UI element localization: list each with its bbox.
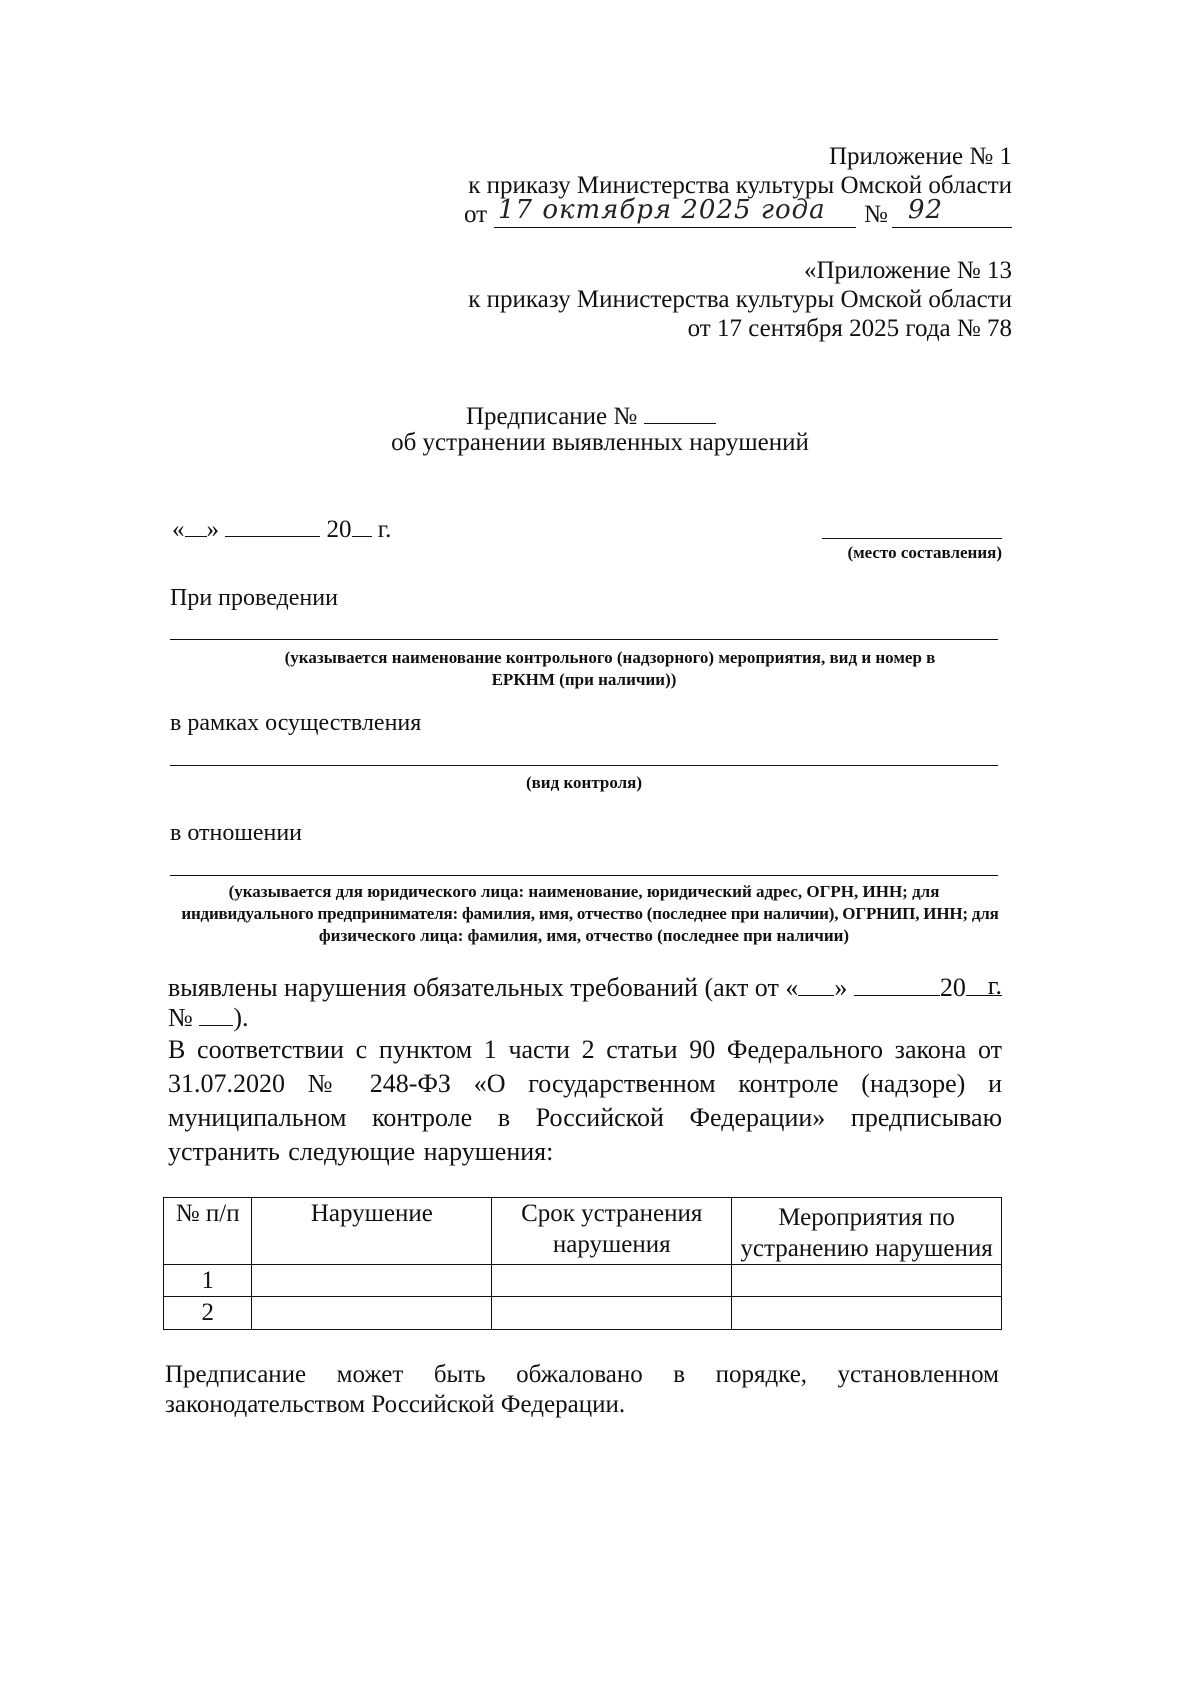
handwritten-date: 17 октября 2025 года [498, 195, 826, 225]
appendix13-date-line: от 17 сентября 2025 года № 78 [687, 315, 1012, 342]
day-blank [185, 510, 207, 537]
prescription-number-blank [644, 397, 716, 424]
date-underline [494, 227, 856, 228]
row-1-deadline [492, 1265, 732, 1297]
regarding-caption-1: (указывается для юридического лица: наименование, юридический адрес, ОГРН, ИНН; для [228, 882, 940, 901]
header-number: № п/п [164, 1198, 252, 1265]
conducting-label: При проведении [170, 585, 338, 611]
row-2-measures [732, 1297, 1002, 1330]
place-caption: (место составления) [847, 543, 1002, 562]
violations-line1 [168, 969, 1002, 1003]
row-2-deadline [492, 1297, 732, 1330]
violations-act-text: выявлены нарушения обязательных требований (акт от « [168, 973, 799, 1002]
handwritten-number: 92 [908, 195, 944, 225]
legal-basis-paragraph: В соответствии с пунктом 1 части 2 статьи 90 Федерального закона от 31.07.2020 № 248-ФЗ «О государственном контроле (надзоре) и муниципальном контроле в Российской Федерации» предписываю устранить следующие нарушения: [168, 1035, 1002, 1166]
appendix1-title: Приложение № 1 [828, 143, 1012, 170]
from-prefix: от [464, 201, 488, 228]
appendix13-title: «Приложение № 13 [803, 257, 1012, 284]
header-measures: Мероприятия по устранению нарушения [732, 1198, 1002, 1265]
act-number-sign: № [168, 1003, 193, 1032]
conducting-caption-2: ЕРКНМ (при наличии)) [491, 670, 677, 689]
row-2-number: 2 [164, 1297, 252, 1330]
header-deadline: Срок устранения нарушения [492, 1198, 732, 1265]
year-blank [352, 510, 372, 537]
table-row [164, 1265, 1002, 1297]
row-1-measures [732, 1265, 1002, 1297]
regarding-line [170, 875, 998, 876]
within-caption: (вид контроля) [525, 773, 643, 792]
regarding-label: в отношении [170, 820, 303, 846]
appendix1-order-line: к приказу Министерства культуры Омской области [468, 172, 1012, 199]
prescription-title-text: Предписание № [466, 403, 638, 430]
appendix1-date-line [464, 195, 1014, 231]
act-month-blank [854, 969, 940, 996]
number-underline [892, 227, 1012, 228]
within-label: в рамках осуществления [170, 710, 422, 736]
year-prefix: 20 [326, 516, 352, 543]
conducting-line [170, 639, 998, 640]
place-line [822, 538, 1002, 539]
act-number-blank [199, 999, 233, 1026]
appeal-paragraph: Предписание может быть обжаловано в порядке, установленном законодательством Российской Федерации. [165, 1361, 999, 1418]
row-1-violation [252, 1265, 492, 1297]
quote-open: « [172, 516, 185, 543]
conducting-caption-1: (указывается наименование контрольного (надзорного) мероприятия, вид и номер в [284, 648, 936, 667]
quote-close: » [206, 516, 219, 543]
appendix13-order-line: к приказу Министерства культуры Омской области [468, 286, 1012, 313]
regarding-caption-3: физического лица: фамилия, имя, отчество (последнее при наличии) [318, 926, 850, 945]
act-year-suffix: г. [987, 971, 1002, 1000]
row-1-number: 1 [164, 1265, 252, 1297]
date-row [172, 510, 391, 545]
act-quote-close: » [834, 973, 848, 1002]
prescription-subtitle: об устранении выявленных нарушений [391, 429, 809, 456]
within-line [170, 765, 998, 766]
header-violation: Нарушение [252, 1198, 492, 1265]
number-sign: № [864, 201, 888, 228]
row-2-violation [252, 1297, 492, 1330]
table-header-row [164, 1198, 1002, 1265]
act-year-prefix: 20 [939, 973, 966, 1002]
act-line-end: ). [233, 1003, 249, 1032]
act-day-blank [798, 969, 834, 996]
year-suffix: г. [377, 516, 392, 543]
violations-line2 [168, 999, 248, 1035]
regarding-caption-2: индивидуального предпринимателя: фамилия, имя, отчество (последнее при наличии), ОГРНИП, ИНН; для [181, 904, 999, 923]
month-blank [225, 510, 320, 537]
table-row [164, 1297, 1002, 1330]
violations-table [163, 1197, 1002, 1330]
